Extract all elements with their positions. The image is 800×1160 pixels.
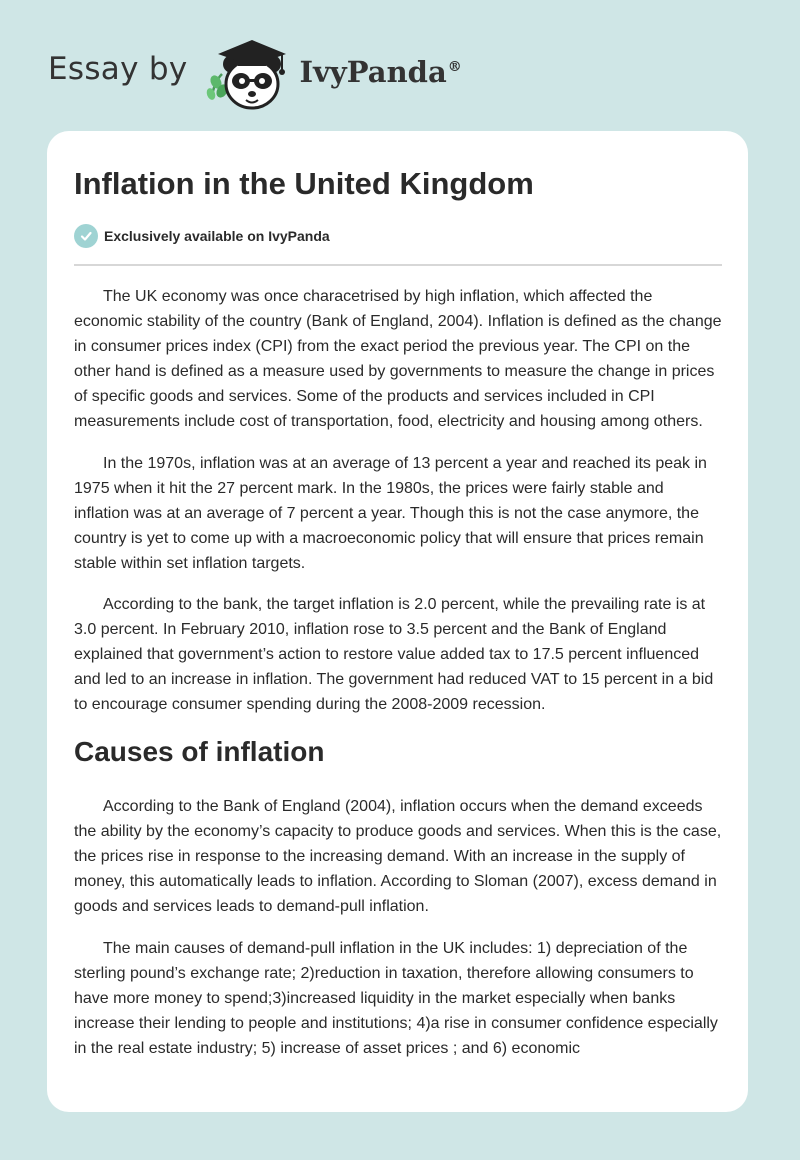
divider [74,264,722,266]
section-heading: Causes of inflation [74,736,325,767]
paragraph: According to the bank, the target inflation is 2.0 percent, while the prevailing rate is at 3.0 percent. In February 2010, inflation rose to 3.5 percent and the Bank of England explained that government’s action to restore value added tax to 17.5 percent influenced and led to an increase in inflation. The government had reduced VAT to 15 percent in a bid to encourage consumer spending during the 2008-2009 recession. [74,596,714,713]
essay-card [47,131,748,1112]
essay-title: Inflation in the United Kingdom [74,166,534,201]
badge-text: Exclusively available on IvyPanda [104,228,330,244]
brand-name: IvyPanda® [299,55,462,89]
brand-header[interactable] [48,34,462,114]
brand-prefix: Essay by [48,51,188,87]
exclusive-badge [74,223,722,249]
paragraph: In the 1970s, inflation was at an average of 13 percent a year and reached its peak in 1975 when it hit the 27 percent mark. In the 1980s, the prices were fairly stable and inflation was at an average of 7 percent a year. Though this is not the case anymore, the country is yet to come up with a macroeconomic policy that will ensure that prices remain stable within set inflation targets. [74,454,707,572]
panda-logo-icon [202,34,294,114]
paragraph: The main causes of demand-pull inflation in the UK includes: 1) depreciation of the sterling pound’s exchange rate; 2)reduction in taxation, therefore allowing consumers to have more money to spend;3)increased liquidity in the market especially when banks increase their lending to people and institutions; 4)a rise in consumer confidence especially in the real estate industry; 5) increase of asset prices ; and 6) economic [74,939,718,1057]
check-icon [74,224,98,248]
paragraph: According to the Bank of England (2004), inflation occurs when the demand exceeds the ability by the economy’s capacity to produce goods and services. When this is the case, the prices rise in response to the increasing demand. With an increase in the supply of money, this automatically leads to inflation. According to Sloman (2007), excess demand in goods and services leads to demand-pull inflation. [74,798,722,915]
paragraph: The UK economy was once characetrised by high inflation, which affected the economic stability of the country (Bank of England, 2004). Inflation is defined as the change in consumer prices index (CPI) from the exact period the previous year. The CPI on the other hand is defined as a measure used by governments to measure the change in prices of specific goods and services. Some of the products and services included in CPI measurements include cost of transportation, food, electricity and housing among others. [74,288,722,430]
